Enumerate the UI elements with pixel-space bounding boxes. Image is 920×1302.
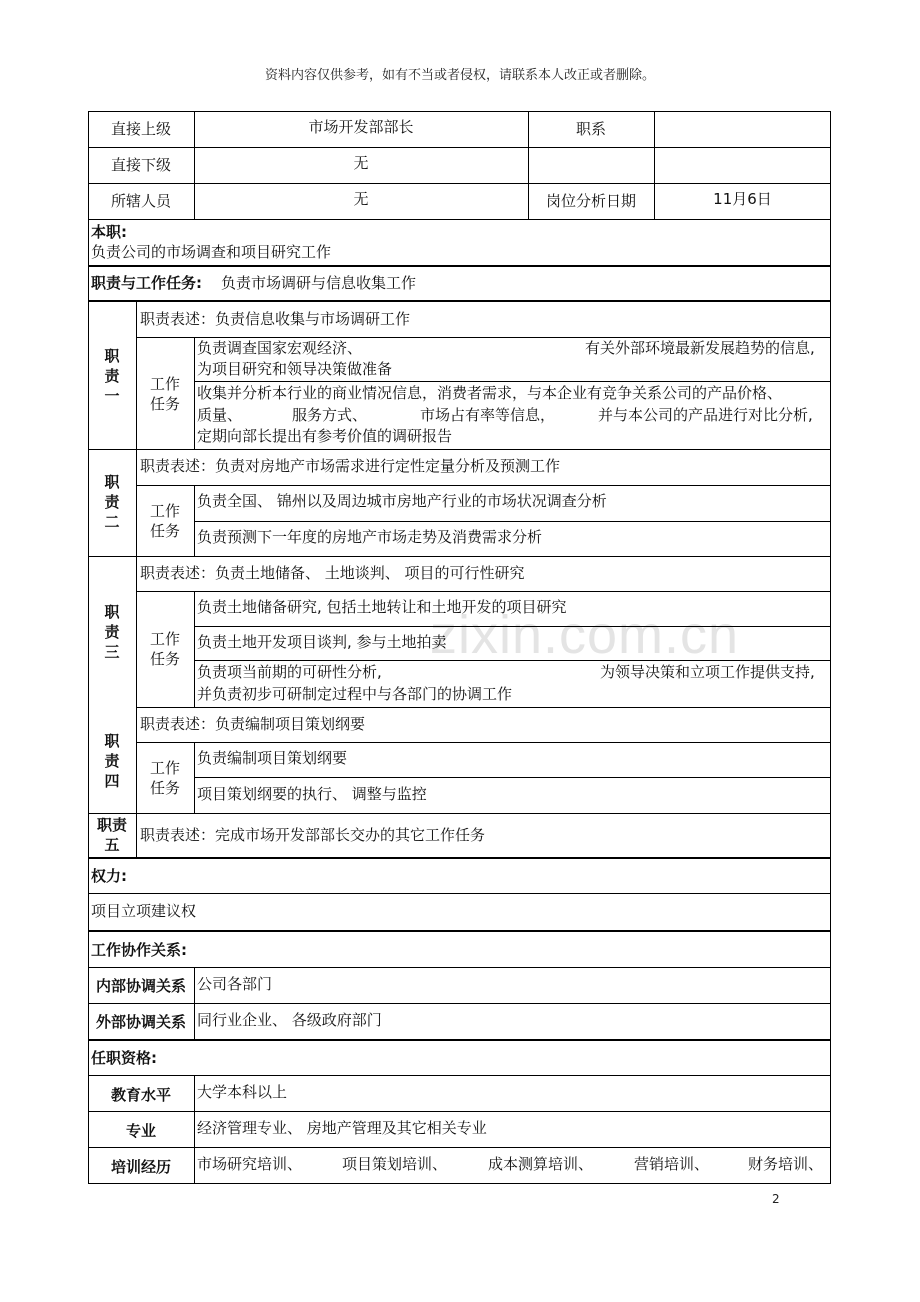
duty-1-task-2: 市场占有率等信息， — [420, 406, 556, 424]
task-label-char: 工作 — [149, 630, 180, 648]
task-label-char: 任务 — [149, 395, 180, 413]
table-line — [88, 967, 831, 968]
duty-2-char: 二 — [104, 513, 120, 531]
duty-3-statement: 职责表述：负责土地储备、 土地谈判、 项目的可行性研究 — [140, 564, 525, 582]
task-label-char: 任务 — [149, 779, 180, 797]
value-analysis-date: 11月6日 — [713, 190, 772, 208]
duty-1-task-1: 负责调查国家宏观经济、 — [197, 339, 363, 357]
table-line — [194, 660, 831, 661]
major-label: 专业 — [125, 1122, 156, 1140]
training-value: 营销培训、 — [634, 1155, 710, 1173]
training-label: 培训经历 — [110, 1158, 171, 1176]
table-line — [88, 449, 831, 450]
watermark: zixin.com.cn — [430, 605, 740, 665]
duty-4-char: 责 — [104, 752, 120, 770]
table-line — [194, 381, 831, 382]
duty-3-char: 职 — [104, 603, 120, 621]
duty-4-char: 四 — [104, 772, 120, 790]
table-line — [88, 183, 831, 184]
duty-3-char: 三 — [104, 643, 120, 661]
mission-title: 本职: — [91, 223, 127, 241]
external-relations-value: 同行业企业、 各级政府部门 — [197, 1011, 382, 1029]
duty-3-task-3: 并负责初步可研制定过程中与各部门的协调工作 — [197, 685, 513, 703]
table-line — [194, 742, 195, 813]
table-line — [194, 591, 195, 707]
table-line — [88, 556, 831, 557]
duty-3-task-3: 负责项当前期的可研性分析, — [197, 663, 382, 681]
label-analysis-date: 岗位分析日期 — [545, 192, 636, 210]
table-line — [88, 1003, 831, 1004]
duty-5-statement: 职责表述：完成市场开发部部长交办的其它工作任务 — [140, 826, 486, 844]
table-line — [88, 1075, 831, 1076]
table-line — [88, 1111, 831, 1112]
duty-4-char: 职 — [104, 732, 120, 750]
authority-text: 项目立项建议权 — [91, 902, 197, 920]
table-line — [194, 521, 831, 522]
value-staff-under: 无 — [353, 190, 369, 208]
duty-1-char: 职 — [104, 347, 120, 365]
duty-2-task-1: 负责全国、 锦州以及周边城市房地产行业的市场状况调查分析 — [197, 492, 607, 510]
duty-5-char: 五 — [104, 836, 120, 854]
label-direct-subordinate: 直接下级 — [110, 156, 171, 174]
duty-1-char: 一 — [104, 387, 120, 405]
training-value: 项目策划培训、 — [342, 1155, 448, 1173]
mission-text: 负责公司的市场调查和项目研究工作 — [91, 243, 332, 261]
duty-1-task-2: 收集并分析本行业的商业情况信息，消费者需求，与本企业有竞争关系公司的产品价格、 — [197, 384, 783, 402]
table-line — [88, 1183, 831, 1184]
duties-header-text: 负责市场调研与信息收集工作 — [221, 274, 417, 292]
duty-2-char: 职 — [104, 473, 120, 491]
table-line — [88, 300, 831, 302]
duty-2-task-label — [142, 501, 188, 541]
table-line — [136, 742, 831, 743]
table-line — [88, 265, 831, 267]
table-line — [194, 967, 195, 1039]
value-direct-superior: 市场开发部部长 — [308, 118, 414, 136]
task-label-char: 任务 — [149, 522, 180, 540]
label-job-family: 职系 — [575, 120, 606, 138]
duty-4-task-label — [142, 758, 188, 798]
internal-relations-value: 公司各部门 — [197, 975, 273, 993]
duty-3-char: 责 — [104, 623, 120, 641]
table-line — [136, 485, 831, 486]
duty-3-task-1: 负责土地储备研究, 包括土地转让和土地开发的项目研究 — [197, 598, 567, 616]
duty-2-task-2: 负责预测下一年度的房地产市场走势及消费需求分析 — [197, 528, 543, 546]
duty-1-char: 责 — [104, 367, 120, 385]
table-line — [136, 707, 831, 708]
duty-1-task-2: 定期向部长提出有参考价值的调研报告 — [197, 427, 453, 445]
table-line — [88, 930, 831, 932]
duty-2-name — [89, 472, 135, 532]
table-line — [88, 893, 831, 894]
table-line — [88, 813, 831, 814]
label-staff-under: 所辖人员 — [110, 192, 171, 210]
duty-3-name — [89, 602, 135, 662]
education-label: 教育水平 — [110, 1086, 171, 1104]
duties-header-title: 职责与工作任务: — [91, 274, 202, 292]
task-label-char: 工作 — [149, 375, 180, 393]
duty-3-task-label — [142, 629, 188, 669]
table-line — [194, 626, 831, 627]
relations-title: 工作协作关系: — [91, 941, 187, 959]
task-label-char: 任务 — [149, 650, 180, 668]
duty-2-statement: 职责表述：负责对房地产市场需求进行定性定量分析及预测工作 — [140, 457, 561, 475]
duty-4-name — [89, 731, 135, 791]
table-line — [88, 1147, 831, 1148]
table-line — [88, 219, 831, 220]
duty-1-task-label — [142, 374, 188, 414]
duty-1-task-2: 并与本公司的产品进行对比分析, — [598, 406, 813, 424]
education-value: 大学本科以上 — [197, 1083, 288, 1101]
table-line — [194, 1075, 195, 1183]
value-direct-subordinate: 无 — [353, 154, 369, 172]
duty-1-task-1: 有关外部环境最新发展趋势的信息, — [585, 339, 815, 357]
external-relations-label: 外部协调关系 — [95, 1013, 186, 1031]
table-line — [194, 485, 195, 556]
table-line — [88, 111, 831, 112]
duty-4-task-1: 负责编制项目策划纲要 — [197, 749, 348, 767]
duty-5-char: 职责 — [96, 816, 127, 834]
table-line — [194, 777, 831, 778]
authority-title: 权力: — [91, 867, 127, 885]
duty-1-name — [89, 346, 135, 406]
major-value: 经济管理专业、 房地产管理及其它相关专业 — [197, 1119, 487, 1137]
training-value: 财务培训、 — [748, 1155, 824, 1173]
table-line — [136, 300, 137, 857]
duty-4-statement: 职责表述：负责编制项目策划纲要 — [140, 715, 366, 733]
table-line — [136, 591, 831, 592]
table-line — [194, 337, 195, 449]
duty-1-task-1: 为项目研究和领导决策做准备 — [197, 360, 393, 378]
training-value: 市场研究培训、 — [197, 1155, 303, 1173]
internal-relations-label: 内部协调关系 — [95, 977, 186, 995]
task-label-char: 工作 — [149, 502, 180, 520]
duty-4-task-2: 项目策划纲要的执行、 调整与监控 — [197, 785, 427, 803]
duty-1-statement: 职责表述：负责信息收集与市场调研工作 — [140, 310, 411, 328]
task-label-char: 工作 — [149, 759, 180, 777]
qualifications-title: 任职资格: — [91, 1049, 157, 1067]
duty-1-task-2: 质量、 — [197, 406, 243, 424]
header-note: 资料内容仅供参考，如有不当或者侵权，请联系本人改正或者删除。 — [264, 68, 655, 83]
duty-1-task-2: 服务方式、 — [292, 406, 368, 424]
table-line — [88, 857, 831, 859]
duty-2-char: 责 — [104, 493, 120, 511]
duty-3-task-2: 负责土地开发项目谈判, 参与土地拍卖 — [197, 633, 447, 651]
label-direct-superior: 直接上级 — [110, 120, 171, 138]
training-value: 成本测算培训、 — [488, 1155, 594, 1173]
table-line — [88, 1039, 831, 1041]
duty-5-name — [89, 815, 135, 855]
table-line — [88, 147, 831, 148]
page-number: 2 — [772, 1192, 780, 1206]
duty-3-task-3: 为领导决策和立项工作提供支持, — [600, 663, 815, 681]
